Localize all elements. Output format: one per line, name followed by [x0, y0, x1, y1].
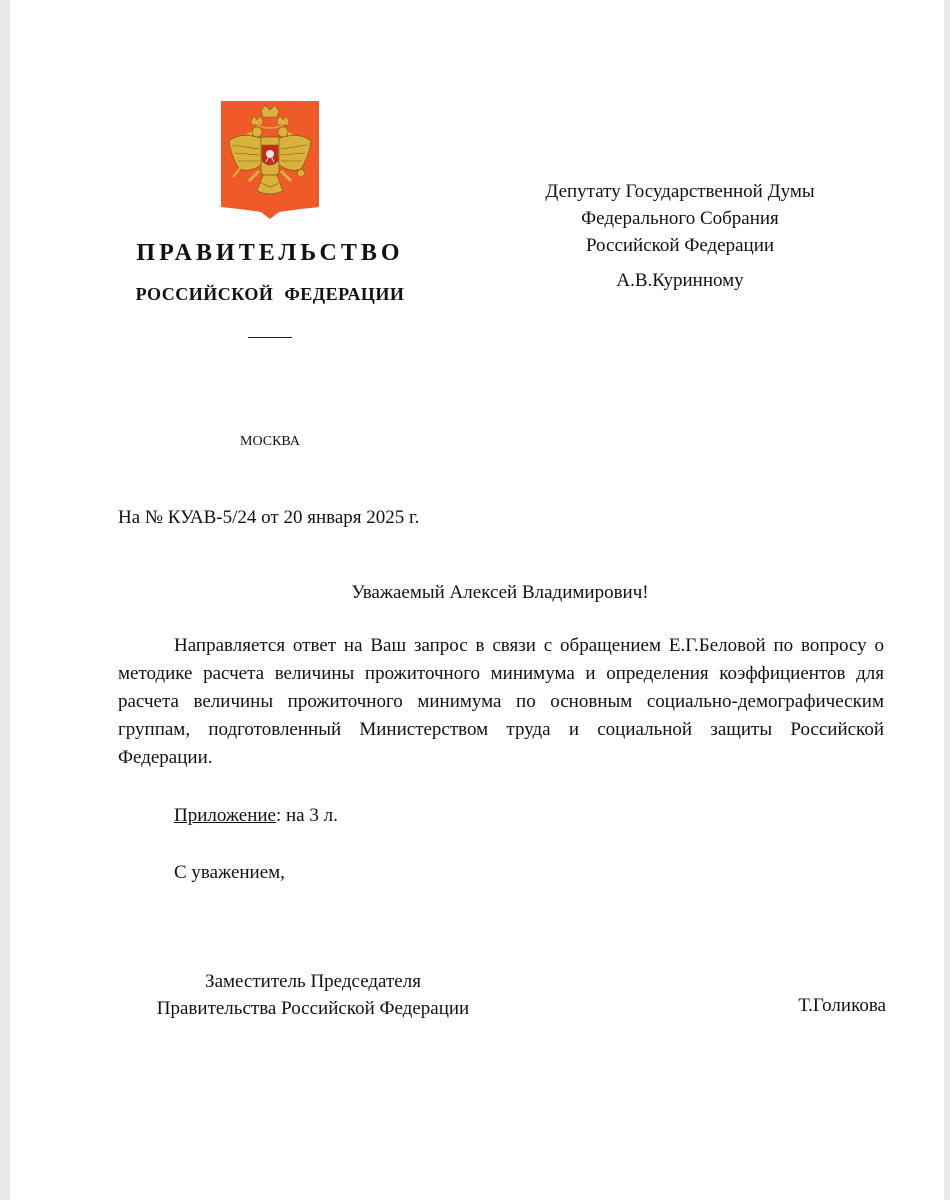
body-paragraph: Направляется ответ на Ваш запрос в связи с обращением Е.Г.Беловой по вопросу о методике расчета величины прожиточного минимума и определения коэффициентов для расчета величины прожиточного минимума по основным социально-демографическим группам, подготовленный Министерством труда и социальной защиты Российской Федерации.	[118, 635, 884, 768]
addressee-block	[500, 178, 860, 294]
signer-title-line-2: Правительства Российской Федерации	[156, 998, 470, 1019]
city-label: МОСКВА	[240, 434, 300, 449]
letter-page	[10, 0, 944, 1200]
attachment-note	[174, 805, 338, 827]
government-subtitle: РОССИЙСКОЙ ФЕДЕРАЦИИ	[135, 284, 405, 304]
addressee-name: А.В.Куринному	[616, 270, 744, 291]
letterhead-divider	[248, 337, 292, 338]
reference-number: На № КУАВ-5/24 от 20 января 2025 г.	[118, 507, 420, 528]
addressee-line-2: Федерального Собрания	[581, 208, 779, 229]
greeting: Уважаемый Алексей Владимирович!	[351, 582, 649, 603]
addressee-line-3: Российской Федерации	[585, 235, 775, 256]
attachment-value: : на 3 л.	[275, 805, 338, 826]
signer-name: Т.Голикова	[798, 995, 886, 1016]
signer-title	[118, 968, 508, 1022]
signer-title-line-1: Заместитель Председателя	[205, 971, 421, 992]
closing-phrase: С уважением,	[174, 862, 285, 883]
addressee-line-1: Депутату Государственной Думы	[545, 181, 815, 202]
coat-of-arms-emblem	[221, 101, 319, 219]
government-title: ПРАВИТЕЛЬСТВО	[136, 240, 404, 266]
attachment-label: Приложение	[174, 805, 276, 826]
